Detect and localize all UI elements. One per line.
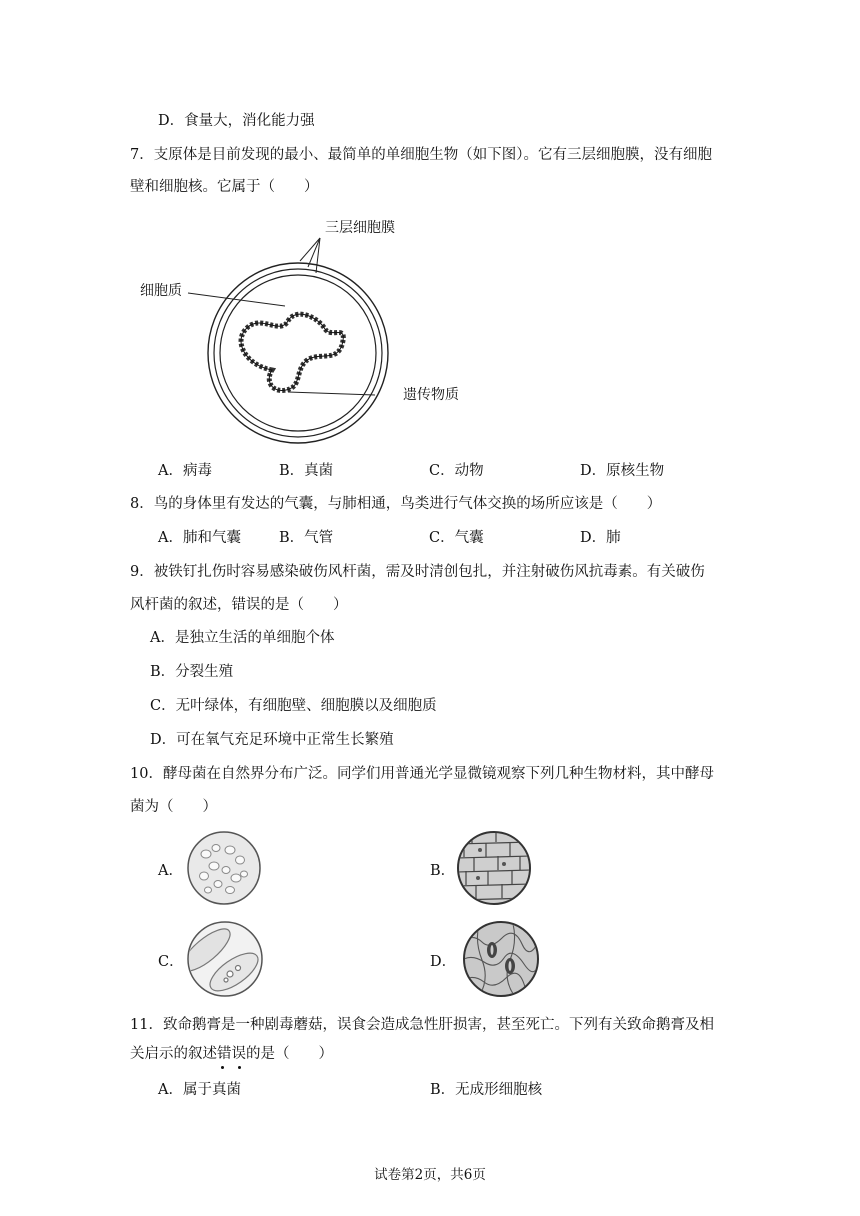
q10-option-d-label: D．: [430, 954, 457, 970]
q10-option-c-label: C．: [158, 954, 184, 970]
q7-option-d: D．原核生物: [580, 463, 665, 479]
q9-option-c: C．无叶绿体，有细胞壁、细胞膜以及细胞质: [150, 698, 437, 714]
q8-option-b: B．气管: [279, 530, 334, 546]
micrograph-c-paramecium-icon: [186, 920, 264, 998]
q10-stem-line2: 菌为（ ）: [130, 799, 217, 815]
q7-stem-line1: 7．支原体是目前发现的最小、最简单的单细胞生物（如下图）。它有三层细胞膜，没有细胞: [130, 147, 712, 163]
micrograph-b-plant-cells-icon: [456, 830, 532, 906]
q11-stem-line2: 关启示的叙述错误的是（ ）: [130, 1046, 333, 1062]
dna-strand: [241, 314, 343, 390]
micrograph-a-yeast-icon: [186, 830, 262, 906]
membrane-outer: [208, 263, 388, 443]
q7-option-b: B．真菌: [279, 463, 334, 479]
q9-option-d: D．可在氧气充足环境中正常生长繁殖: [150, 732, 394, 748]
emphasis-dot: [221, 1066, 224, 1069]
q8-option-a: A．肺和气囊: [158, 530, 241, 546]
q7-stem-line2: 壁和细胞核。它属于（ ）: [130, 179, 319, 195]
page-footer: 试卷第2页，共6页: [374, 1167, 486, 1183]
q8-stem-line1: 8．鸟的身体里有发达的气囊，与肺相通，鸟类进行气体交换的场所应该是（ ）: [130, 496, 662, 512]
emphasis-dot: [238, 1066, 241, 1069]
q6-option-d: D．食量大，消化能力强: [158, 113, 315, 129]
genetic-label: 遗传物质: [403, 387, 459, 403]
cytoplasm-label: 细胞质: [140, 283, 182, 299]
membrane-inner: [220, 275, 376, 431]
membrane-middle: [214, 269, 382, 437]
q11-option-a: A．属于真菌: [158, 1082, 241, 1098]
q8-option-d: D．肺: [580, 530, 621, 546]
q7-option-c: C．动物: [429, 463, 484, 479]
q10-stem-line1: 10．酵母菌在自然界分布广泛。同学们用普通光学显微镜观察下列几种生物材料，其中酵母: [130, 766, 714, 782]
micrograph-d-stomata-icon: [462, 920, 540, 998]
q9-stem-line2: 风杆菌的叙述，错误的是（ ）: [130, 597, 348, 613]
mycoplasma-diagram: [120, 205, 500, 450]
q9-stem-line1: 9．被铁钉扎伤时容易感染破伤风杆菌，需及时清创包扎，并注射破伤风抗毒素。有关破伤: [130, 564, 705, 580]
leader-membrane-1: [300, 238, 320, 261]
membrane-label: 三层细胞膜: [325, 220, 395, 236]
q9-option-b: B．分裂生殖: [150, 664, 234, 680]
q9-option-a: A．是独立生活的单细胞个体: [150, 630, 335, 646]
q8-option-c: C．气囊: [429, 530, 484, 546]
q7-option-a: A．病毒: [158, 463, 212, 479]
q11-stem-line1: 11．致命鹅膏是一种剧毒蘑菇，误食会造成急性肝损害，甚至死亡。下列有关致命鹅膏及相: [130, 1017, 714, 1033]
q10-option-b-label: B．: [430, 863, 456, 879]
q11-option-b: B．无成形细胞核: [430, 1082, 543, 1098]
q10-option-a-label: A．: [158, 863, 183, 879]
leader-genetic: [288, 392, 375, 395]
